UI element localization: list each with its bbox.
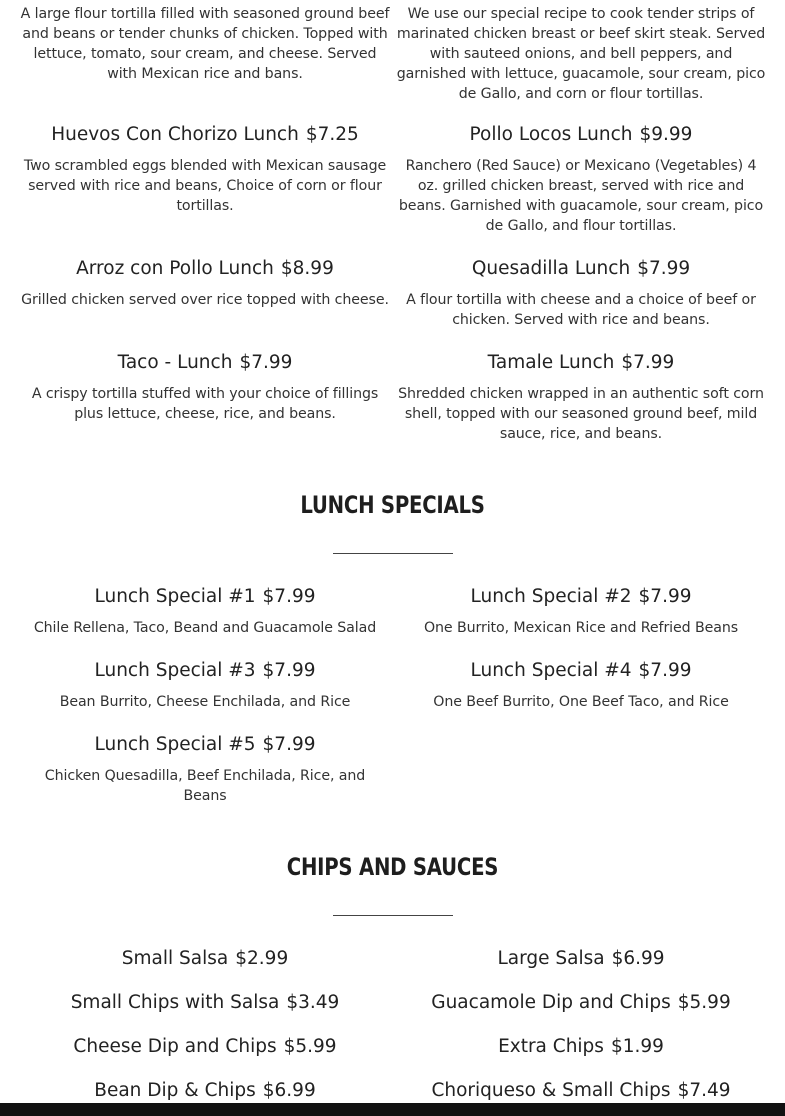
menu-item-name: Quesadilla Lunch (471, 258, 631, 279)
menu-item-price: $7.99 (262, 586, 316, 607)
menu-item-name: Lunch Special #5 (94, 734, 256, 755)
menu-item-title (20, 123, 390, 147)
menu-item-title (20, 351, 390, 375)
menu-item-price: $7.99 (262, 660, 316, 681)
menu-item-title (20, 257, 390, 281)
menu-item-name: Taco - Lunch (117, 352, 233, 373)
menu-item-price: $8.99 (280, 258, 334, 279)
menu-item-description: We use our special recipe to cook tender strips of marinated chicken breast or beef skirt steak. Served with sauteed onions, and bell peppers, and garnished with lettuce, guacamole, sour cream, pico de Gallo, and corn or flour tortillas. (396, 6, 766, 102)
menu-item-name: Lunch Special #3 (94, 660, 256, 681)
menu-item-title (396, 585, 766, 609)
menu-item-title (396, 351, 766, 375)
menu-item (396, 1079, 766, 1103)
menu-item-title (20, 947, 390, 971)
menu-item-description: Shredded chicken wrapped in an authentic soft corn shell, topped with our seasoned ground beef, mild sauce, rice, and beans. (398, 386, 764, 442)
menu-item-title (20, 585, 390, 609)
menu-item-name: Lunch Special #4 (470, 660, 632, 681)
menu-item (20, 257, 390, 310)
menu-item (396, 123, 766, 236)
menu-item (20, 1079, 390, 1103)
menu-item (396, 351, 766, 444)
menu-item-name: Bean Dip & Chips (94, 1080, 256, 1101)
menu-item-price: $7.99 (637, 258, 691, 279)
menu-item-title (396, 991, 766, 1015)
menu-item-description: Chile Rellena, Taco, Beand and Guacamole Salad (33, 620, 377, 636)
menu-item-title (396, 1035, 766, 1059)
menu-item-title (20, 991, 390, 1015)
menu-item-description: Chicken Quesadilla, Beef Enchilada, Rice, and Beans (44, 768, 366, 804)
section-heading-lunch-specials: LUNCH SPECIALS (300, 491, 485, 519)
menu-item-description: One Burrito, Mexican Rice and Refried Beans (423, 620, 739, 636)
menu-item-price: $5.99 (677, 992, 731, 1013)
menu-item-title (396, 257, 766, 281)
menu-item-desc-block (20, 4, 390, 84)
menu-item (396, 1035, 766, 1059)
menu-item-price: $7.99 (638, 586, 692, 607)
menu-item-name: Pollo Locos Lunch (469, 124, 633, 145)
section-divider (333, 553, 453, 554)
menu-item (20, 1035, 390, 1059)
menu-item-title (20, 733, 390, 757)
menu-item-description: Grilled chicken served over rice topped with cheese. (21, 292, 389, 308)
menu-item-price: $7.99 (262, 734, 316, 755)
menu-item-price: $7.25 (305, 124, 359, 145)
menu-item (20, 659, 390, 712)
menu-item-name: Cheese Dip and Chips (73, 1036, 277, 1057)
menu-item (20, 351, 390, 424)
menu-item (396, 947, 766, 971)
menu-item-name: Extra Chips (498, 1036, 604, 1057)
section-divider (333, 915, 453, 916)
footer-bar (0, 1103, 785, 1116)
menu-item (20, 947, 390, 971)
menu-item-price: $1.99 (610, 1036, 664, 1057)
menu-item-description: Bean Burrito, Cheese Enchilada, and Rice (59, 694, 351, 710)
menu-item-title (396, 123, 766, 147)
menu-item-description: A crispy tortilla stuffed with your choice of fillings plus lettuce, cheese, rice, and beans. (31, 386, 379, 422)
menu-item-title (20, 659, 390, 683)
menu-item-price: $7.99 (638, 660, 692, 681)
menu-item-name: Guacamole Dip and Chips (431, 992, 671, 1013)
menu-item-name: Choriqueso & Small Chips (431, 1080, 671, 1101)
menu-item (396, 585, 766, 638)
menu-item-description: Ranchero (Red Sauce) or Mexicano (Vegetables) 4 oz. grilled chicken breast, served with rice and beans. Garnished with guacamole, sour cream, pico de Gallo, and flour tortillas. (398, 158, 764, 234)
menu-item-name: Small Salsa (121, 948, 229, 969)
menu-item-price: $3.49 (286, 992, 340, 1013)
menu-item-price: $7.49 (677, 1080, 731, 1101)
menu-item-price: $5.99 (283, 1036, 337, 1057)
menu-item (20, 991, 390, 1015)
menu-item-price: $7.99 (621, 352, 675, 373)
menu-item-description: A flour tortilla with cheese and a choice of beef or chicken. Served with rice and beans. (406, 292, 756, 328)
menu-item (396, 257, 766, 330)
section-heading-chips-and-sauces: CHIPS AND SAUCES (286, 853, 499, 881)
menu-item-description: One Beef Burrito, One Beef Taco, and Rice (433, 694, 729, 710)
menu-item-title (396, 659, 766, 683)
menu-item (20, 123, 390, 216)
menu-item-name: Lunch Special #1 (94, 586, 256, 607)
menu-item-name: Lunch Special #2 (470, 586, 632, 607)
menu-item-name: Huevos Con Chorizo Lunch (51, 124, 299, 145)
menu-item (396, 991, 766, 1015)
menu-item-name: Tamale Lunch (487, 352, 615, 373)
menu-item-desc-block (396, 4, 766, 104)
menu-item (396, 659, 766, 712)
menu-item (20, 733, 390, 806)
menu-item-title (20, 1079, 390, 1103)
menu-item-price: $7.99 (239, 352, 293, 373)
menu-item-price: $6.99 (611, 948, 665, 969)
menu-item-title (396, 947, 766, 971)
menu-item-price: $6.99 (262, 1080, 316, 1101)
menu-item-description: Two scrambled eggs blended with Mexican sausage served with rice and beans, Choice of corn or flour tortillas. (23, 158, 387, 214)
menu-item-name: Small Chips with Salsa (70, 992, 280, 1013)
menu-item-title (396, 1079, 766, 1103)
menu-item-title (20, 1035, 390, 1059)
menu-item-description: A large flour tortilla filled with seasoned ground beef and beans or tender chunks of chicken. Topped with lettuce, tomato, sour cream, and cheese. Served with Mexican rice and bans. (20, 6, 390, 82)
menu-item-name: Large Salsa (497, 948, 605, 969)
menu-item (20, 585, 390, 638)
menu-item-price: $9.99 (639, 124, 693, 145)
menu-item-name: Arroz con Pollo Lunch (76, 258, 274, 279)
menu-item-price: $2.99 (235, 948, 289, 969)
